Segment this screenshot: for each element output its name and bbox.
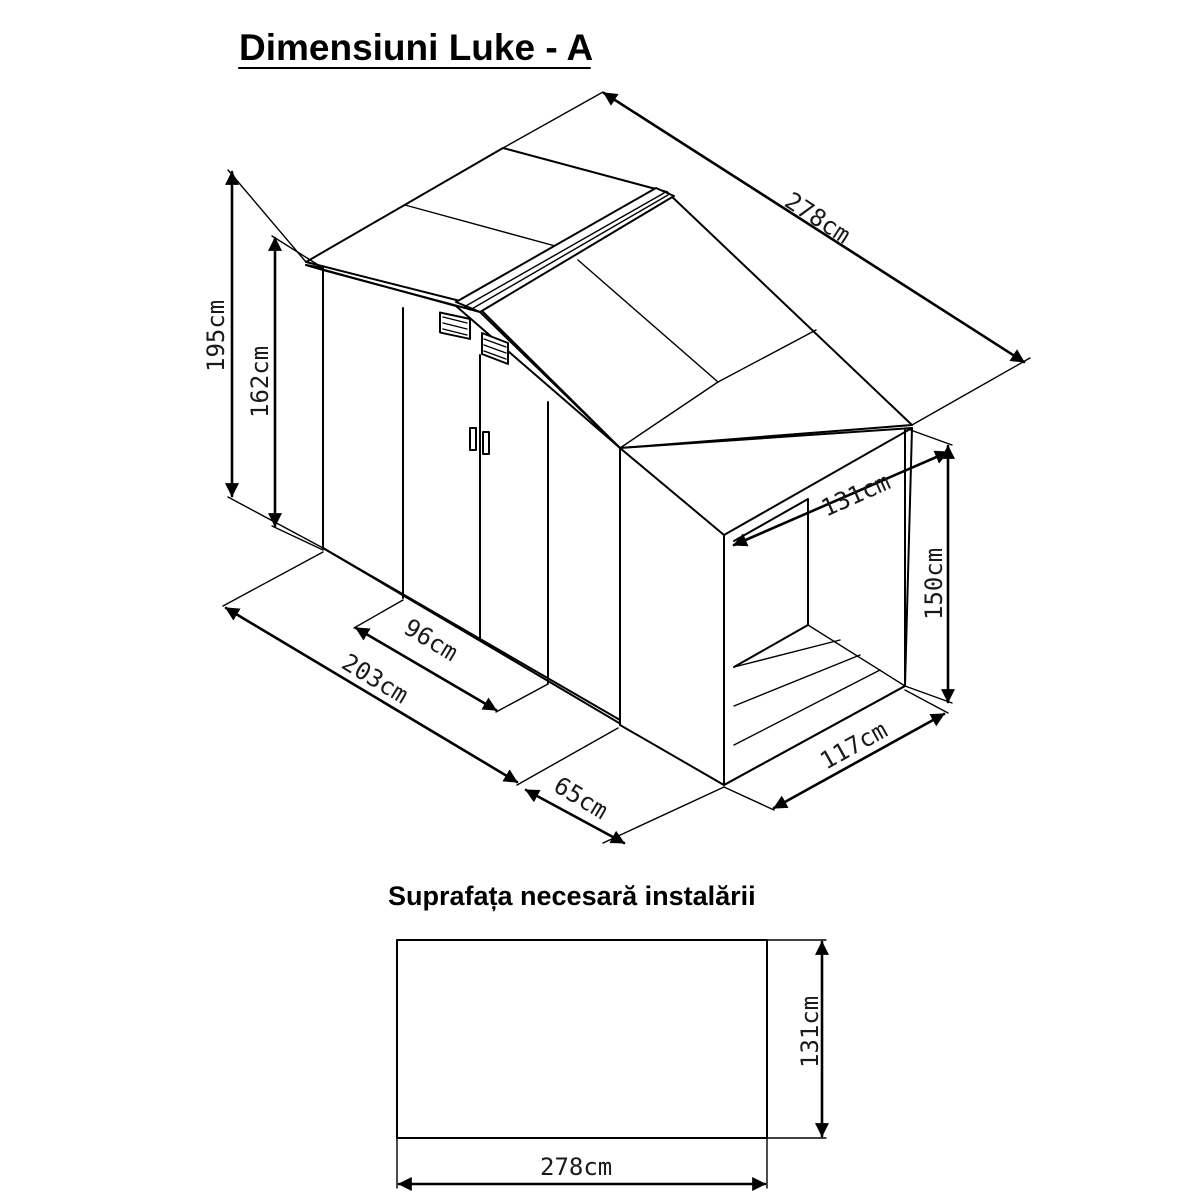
label-203cm: 203cm [336,648,414,710]
page-title: Dimensiuni Luke - A [239,27,594,68]
footprint-rectangle [397,940,767,1138]
label-195cm: 195cm [202,299,230,372]
label-65cm: 65cm [548,771,613,825]
label-96cm: 96cm [398,613,463,667]
label-footprint-278cm: 278cm [540,1153,613,1181]
label-131cm-roof: 131cm [817,467,895,523]
label-117cm: 117cm [815,715,893,776]
label-162cm: 162cm [246,345,274,418]
label-150cm: 150cm [920,547,948,620]
label-footprint-131cm: 131cm [796,995,824,1068]
footprint-title: Suprafața necesară instalării [388,881,756,911]
label-278cm: 278cm [779,186,856,250]
